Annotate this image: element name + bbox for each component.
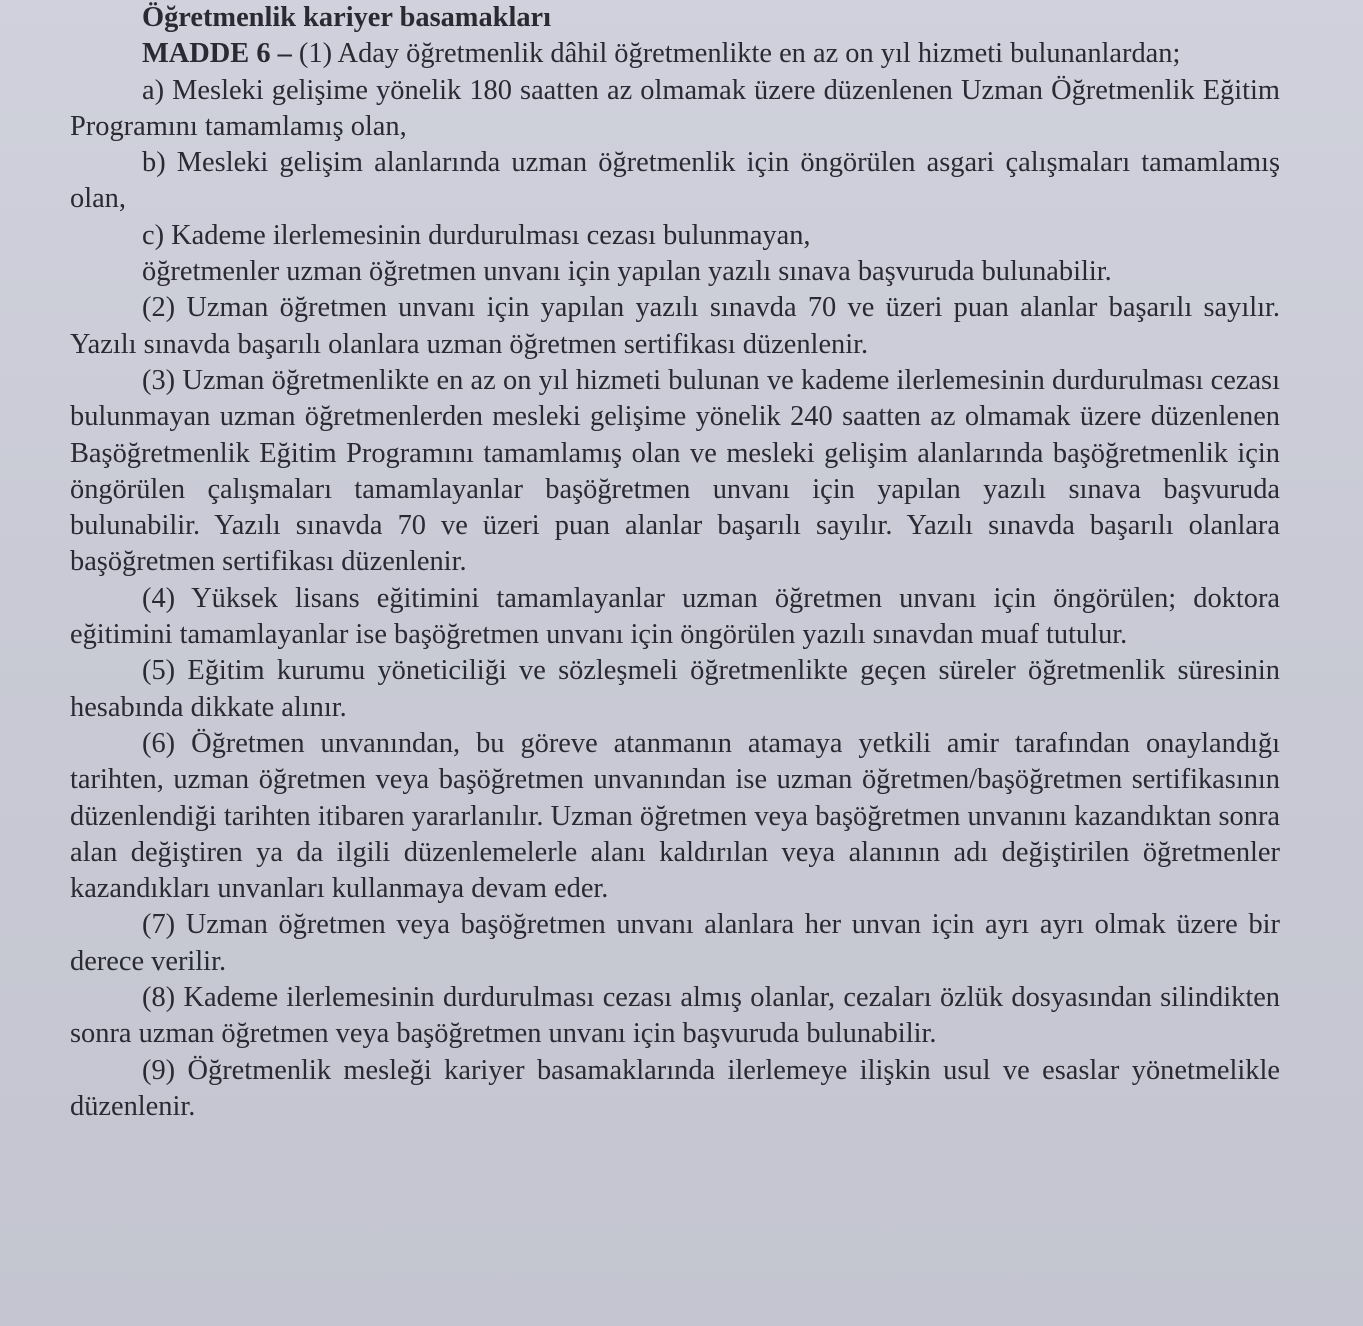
document-body <box>70 0 1280 1125</box>
article-title: Öğretmenlik kariyer basamakları <box>142 2 552 33</box>
article-paragraph-5: (5) Eğitim kurumu yöneticiliği ve sözleşmeli öğretmenlikte geçen süreler öğretmenlik süresinin hesabında dikkate alınır. <box>70 655 1280 723</box>
list-item-b: b) Mesleki gelişim alanlarında uzman öğretmenlik için öngörülen asgari çalışmaları tamamlamış olan, <box>70 147 1280 215</box>
article-paragraph-6: (6) Öğretmen unvanından, bu göreve atanmanın atamaya yetkili amir tarafından onaylandığı tarihten, uzman öğretmen veya başöğretmen unvanından ise uzman öğretmen/başöğretmen sertifikasının düzenlendiği tarihten itibaren yararlanılır. Uzman öğretmen veya başöğretmen unvanını kazandıktan sonra alan değiştiren ya da ilgili düzenlemelerle alanı kaldırılan veya alanının adı değiştirilen öğretmenler kazandıkları unvanları kullanmaya devam eder. <box>70 727 1280 905</box>
article-paragraph-4: (4) Yüksek lisans eğitimini tamamlayanlar uzman öğretmen unvanı için öngörülen; doktora eğitimini tamamlayanlar ise başöğretmen unvanı için öngörülen yazılı sınavdan muaf tutulur. <box>70 582 1280 651</box>
article-paragraph-2: (2) Uzman öğretmen unvanı için yapılan yazılı sınavda 70 ve üzeri puan alanlar başarılı sayılır. Yazılı sınavda başarılı olanlara uzman öğretmen sertifikası düzenlenir. <box>70 292 1280 360</box>
list-item-a: a) Mesleki gelişime yönelik 180 saatten az olmamak üzere düzenlenen Uzman Öğretmenlik Eğitim Programını tamamlamış olan, <box>70 74 1280 142</box>
list-item-c: c) Kademe ilerlemesinin durdurulması cezası bulunmayan, <box>142 219 811 251</box>
article-paragraph-9: (9) Öğretmenlik mesleği kariyer basamaklarında ilerlemeye ilişkin usul ve esaslar yönetmelikle düzenlenir. <box>70 1054 1280 1122</box>
list-conclusion: öğretmenler uzman öğretmen unvanı için yapılan yazılı sınava başvuruda bulunabilir. <box>142 256 1112 288</box>
article-label: MADDE 6 – <box>142 38 292 70</box>
article-paragraph-1 <box>70 36 1280 72</box>
article-paragraph-8: (8) Kademe ilerlemesinin durdurulması cezası almış olanlar, cezaları özlük dosyasından silindikten sonra uzman öğretmen veya başöğretmen unvanı için başvuruda bulunabilir. <box>70 982 1280 1050</box>
article-paragraph-3: (3) Uzman öğretmenlikte en az on yıl hizmeti bulunan ve kademe ilerlemesinin durdurulması cezası bulunmayan uzman öğretmenlerden mesleki gelişime yönelik 240 saatten az olmamak üzere düzenlenen Başöğretmenlik Eğitim Programını tamamlamış olan ve mesleki gelişim alanlarında başöğretmenlik için öngörülen çalışmaları tamamlayanlar başöğretmen unvanı için yapılan yazılı sınava başvuruda bulunabilir. Yazılı sınavda 70 ve üzeri puan alanlar başarılı sayılır. Yazılı sınavda başarılı olanlara başöğretmen sertifikası düzenlenir. <box>70 364 1280 578</box>
article-intro: (1) Aday öğretmenlik dâhil öğretmenlikte en az on yıl hizmeti bulunanlardan; <box>291 38 1181 70</box>
article-paragraph-7: (7) Uzman öğretmen veya başöğretmen unvanı alanlara her unvan için ayrı ayrı olmak üzere bir derece verilir. <box>70 909 1280 977</box>
